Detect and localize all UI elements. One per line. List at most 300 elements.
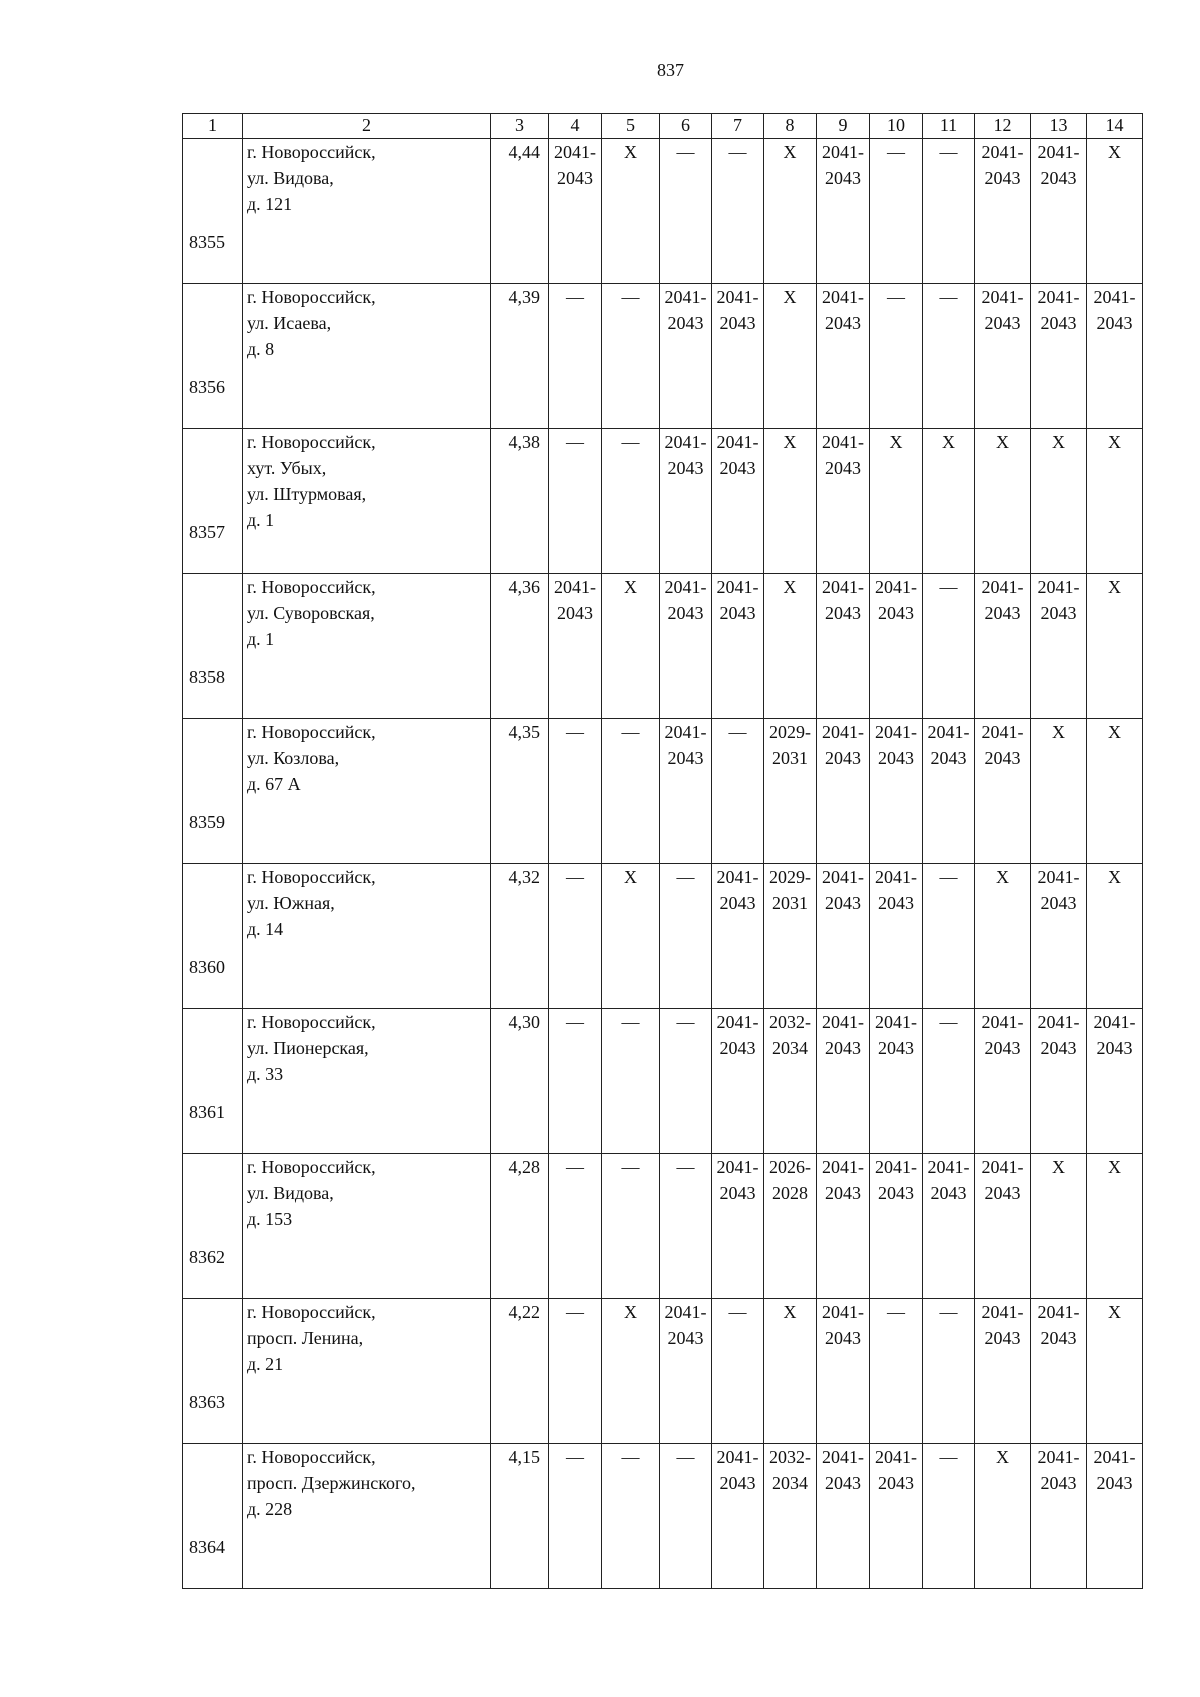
cell-text: — xyxy=(728,722,747,742)
cell-text: 2041- xyxy=(554,142,596,162)
period-cell-col-9 xyxy=(817,719,870,864)
address-cell xyxy=(243,719,491,864)
cell-text: 2043 xyxy=(825,893,861,913)
period-cell-col-14 xyxy=(1087,1154,1143,1299)
cell-text: X xyxy=(1108,1157,1121,1177)
period-cell-col-7 xyxy=(712,719,764,864)
address-line: г. Новороссийск, xyxy=(247,722,376,742)
table-row xyxy=(183,574,1143,719)
period-cell-col-14 xyxy=(1087,719,1143,864)
period-cell-col-10 xyxy=(870,864,923,1009)
period-cell-col-11 xyxy=(923,1299,975,1444)
address-line: г. Новороссийск, xyxy=(247,577,376,597)
period-cell-col-12 xyxy=(975,1299,1031,1444)
value-cell: 4,30 xyxy=(491,1009,549,1154)
column-header-4: 4 xyxy=(549,114,602,139)
period-cell-col-9 xyxy=(817,1299,870,1444)
row-number: 8364 xyxy=(183,1444,243,1589)
cell-text: 2041- xyxy=(822,1012,864,1032)
cell-text: — xyxy=(676,142,695,162)
table-row xyxy=(183,284,1143,429)
cell-text: — xyxy=(939,1012,958,1032)
period-cell-col-10 xyxy=(870,1444,923,1589)
period-cell-col-10 xyxy=(870,284,923,429)
cell-text: 2041- xyxy=(1037,142,1080,162)
cell-text: 2041- xyxy=(664,577,707,597)
cell-text: — xyxy=(621,287,640,307)
period-cell-col-13 xyxy=(1031,1299,1087,1444)
table-row xyxy=(183,1444,1143,1589)
cell-text: X xyxy=(942,432,955,452)
address-line: г. Новороссийск, xyxy=(247,1302,376,1322)
cell-text: 2041- xyxy=(716,432,759,452)
cell-text: X xyxy=(996,1447,1009,1467)
address-line: д. 33 xyxy=(247,1064,284,1084)
address-cell xyxy=(243,1009,491,1154)
cell-text: 2041- xyxy=(716,287,759,307)
cell-text: 2041- xyxy=(875,722,917,742)
period-cell-col-6 xyxy=(660,574,712,719)
cell-text: X xyxy=(1108,577,1121,597)
cell-text: — xyxy=(939,867,958,887)
period-cell-col-12 xyxy=(975,1444,1031,1589)
cell-text: 2041- xyxy=(1093,287,1136,307)
address-line: ул. Исаева, xyxy=(247,313,332,333)
cell-text: 2029- xyxy=(769,722,811,742)
period-cell-col-4 xyxy=(549,719,602,864)
address-line: просп. Дзержинского, xyxy=(247,1473,416,1493)
cell-text: 2043 xyxy=(878,1183,914,1203)
cell-text: — xyxy=(887,287,905,307)
period-cell-col-13 xyxy=(1031,284,1087,429)
cell-text: — xyxy=(939,287,958,307)
cell-text: X xyxy=(624,142,637,162)
cell-text: 2041- xyxy=(1037,1012,1080,1032)
cell-text: 2031 xyxy=(772,748,808,768)
cell-text: — xyxy=(566,432,584,452)
value-cell: 4,22 xyxy=(491,1299,549,1444)
cell-text: — xyxy=(566,287,584,307)
cell-text: X xyxy=(783,432,797,452)
cell-text: 2041- xyxy=(664,287,707,307)
period-cell-col-4 xyxy=(549,1299,602,1444)
cell-text: — xyxy=(566,1157,584,1177)
value-cell: 4,44 xyxy=(491,139,549,284)
address-cell xyxy=(243,1299,491,1444)
cell-text: — xyxy=(566,1302,584,1322)
address-line: г. Новороссийск, xyxy=(247,142,376,162)
cell-text: 2041- xyxy=(822,1447,864,1467)
cell-text: 2041- xyxy=(822,1302,864,1322)
cell-text: — xyxy=(887,1302,905,1322)
period-cell-col-4 xyxy=(549,1444,602,1589)
cell-text: 2043 xyxy=(719,893,756,913)
period-cell-col-7 xyxy=(712,139,764,284)
value-cell: 4,35 xyxy=(491,719,549,864)
period-cell-col-6 xyxy=(660,1299,712,1444)
period-cell-col-12 xyxy=(975,1009,1031,1154)
cell-text: — xyxy=(621,1012,640,1032)
cell-text: 2041- xyxy=(1093,1447,1136,1467)
cell-text: 2041- xyxy=(822,1157,864,1177)
address-line: д. 14 xyxy=(247,919,284,939)
period-cell-col-8 xyxy=(764,284,817,429)
cell-text: 2041- xyxy=(1037,287,1080,307)
period-cell-col-7 xyxy=(712,574,764,719)
table-row xyxy=(183,1299,1143,1444)
cell-text: 2043 xyxy=(878,603,914,623)
period-cell-col-6 xyxy=(660,1154,712,1299)
cell-text: 2032- xyxy=(769,1012,811,1032)
row-number: 8361 xyxy=(183,1009,243,1154)
period-cell-col-5 xyxy=(602,429,660,574)
period-cell-col-9 xyxy=(817,574,870,719)
cell-text: 2041- xyxy=(875,867,917,887)
cell-text: 2043 xyxy=(878,748,914,768)
cell-text: — xyxy=(621,1157,640,1177)
period-cell-col-4 xyxy=(549,429,602,574)
cell-text: 2043 xyxy=(825,168,861,188)
address-line: г. Новороссийск, xyxy=(247,1157,376,1177)
cell-text: — xyxy=(728,142,747,162)
cell-text: 2043 xyxy=(719,313,756,333)
cell-text: X xyxy=(1052,722,1065,742)
cell-text: 2041- xyxy=(822,287,864,307)
cell-text: 2043 xyxy=(1040,603,1077,623)
period-cell-col-6 xyxy=(660,719,712,864)
cell-text: 2041- xyxy=(1037,867,1080,887)
cell-text: X xyxy=(1108,1302,1121,1322)
cell-text: X xyxy=(996,432,1009,452)
cell-text: 2043 xyxy=(1040,1328,1077,1348)
cell-text: 2043 xyxy=(984,603,1021,623)
cell-text: 2043 xyxy=(878,1473,914,1493)
period-cell-col-10 xyxy=(870,1009,923,1154)
cell-text: 2043 xyxy=(984,1038,1021,1058)
cell-text: 2041- xyxy=(716,1012,759,1032)
cell-text: X xyxy=(1108,432,1121,452)
cell-text: 2043 xyxy=(719,603,756,623)
cell-text: 2043 xyxy=(1096,313,1133,333)
value-cell: 4,39 xyxy=(491,284,549,429)
cell-text: X xyxy=(1052,1157,1065,1177)
cell-text: — xyxy=(939,1302,958,1322)
address-line: г. Новороссийск, xyxy=(247,432,376,452)
address-line: д. 8 xyxy=(247,339,275,359)
period-cell-col-14 xyxy=(1087,574,1143,719)
cell-text: 2043 xyxy=(1040,168,1077,188)
period-cell-col-13 xyxy=(1031,429,1087,574)
column-header-7: 7 xyxy=(712,114,764,139)
period-cell-col-10 xyxy=(870,574,923,719)
table-row xyxy=(183,719,1143,864)
cell-text: — xyxy=(939,1447,958,1467)
table-row xyxy=(183,1009,1143,1154)
cell-text: — xyxy=(566,722,584,742)
period-cell-col-12 xyxy=(975,719,1031,864)
cell-text: 2041- xyxy=(822,432,864,452)
column-header-5: 5 xyxy=(602,114,660,139)
period-cell-col-4 xyxy=(549,864,602,1009)
cell-text: 2041- xyxy=(981,1302,1024,1322)
address-line: г. Новороссийск, xyxy=(247,867,376,887)
column-header-9: 9 xyxy=(817,114,870,139)
cell-text: X xyxy=(624,867,637,887)
header-row xyxy=(183,114,1143,139)
period-cell-col-14 xyxy=(1087,429,1143,574)
period-cell-col-10 xyxy=(870,719,923,864)
address-line: д. 121 xyxy=(247,194,293,214)
period-cell-col-11 xyxy=(923,139,975,284)
period-cell-col-13 xyxy=(1031,139,1087,284)
period-cell-col-8 xyxy=(764,864,817,1009)
column-header-10: 10 xyxy=(870,114,923,139)
cell-text: — xyxy=(621,432,640,452)
period-cell-col-6 xyxy=(660,429,712,574)
cell-text: 2041- xyxy=(716,577,759,597)
cell-text: 2041- xyxy=(981,142,1024,162)
cell-text: 2043 xyxy=(984,1328,1021,1348)
period-cell-col-8 xyxy=(764,1444,817,1589)
cell-text: 2043 xyxy=(719,1473,756,1493)
period-cell-col-5 xyxy=(602,574,660,719)
period-cell-col-14 xyxy=(1087,1299,1143,1444)
period-cell-col-13 xyxy=(1031,1154,1087,1299)
cell-text: — xyxy=(566,867,584,887)
cell-text: 2043 xyxy=(719,1038,756,1058)
cell-text: — xyxy=(621,722,640,742)
column-header-8: 8 xyxy=(764,114,817,139)
row-number: 8363 xyxy=(183,1299,243,1444)
period-cell-col-5 xyxy=(602,139,660,284)
cell-text: 2041- xyxy=(927,1157,970,1177)
address-cell xyxy=(243,139,491,284)
period-cell-col-12 xyxy=(975,864,1031,1009)
cell-text: X xyxy=(1108,142,1121,162)
cell-text: 2043 xyxy=(825,1183,861,1203)
address-cell xyxy=(243,864,491,1009)
cell-text: 2032- xyxy=(769,1447,811,1467)
cell-text: 2041- xyxy=(554,577,596,597)
cell-text: 2041- xyxy=(875,1012,917,1032)
cell-text: 2043 xyxy=(984,313,1021,333)
period-cell-col-10 xyxy=(870,1154,923,1299)
period-cell-col-5 xyxy=(602,1299,660,1444)
cell-text: 2043 xyxy=(1040,313,1077,333)
cell-text: 2041- xyxy=(927,722,970,742)
address-line: ул. Штурмовая, xyxy=(247,484,367,504)
cell-text: 2041- xyxy=(1093,1012,1136,1032)
address-line: ул. Козлова, xyxy=(247,748,340,768)
period-cell-col-12 xyxy=(975,139,1031,284)
cell-text: 2041- xyxy=(875,577,917,597)
cell-text: 2043 xyxy=(667,603,704,623)
table-row xyxy=(183,429,1143,574)
cell-text: X xyxy=(996,867,1009,887)
period-cell-col-11 xyxy=(923,1444,975,1589)
cell-text: 2043 xyxy=(719,458,756,478)
row-number: 8357 xyxy=(183,429,243,574)
cell-text: 2043 xyxy=(719,1183,756,1203)
period-cell-col-14 xyxy=(1087,1444,1143,1589)
value-cell: 4,32 xyxy=(491,864,549,1009)
value-cell: 4,28 xyxy=(491,1154,549,1299)
cell-text: X xyxy=(783,1302,797,1322)
row-number: 8360 xyxy=(183,864,243,1009)
period-cell-col-11 xyxy=(923,1154,975,1299)
table-row xyxy=(183,139,1143,284)
cell-text: 2043 xyxy=(930,748,967,768)
period-cell-col-6 xyxy=(660,1009,712,1154)
column-header-2: 2 xyxy=(243,114,491,139)
address-cell xyxy=(243,574,491,719)
address-line: г. Новороссийск, xyxy=(247,1012,376,1032)
cell-text: 2043 xyxy=(825,458,861,478)
cell-text: X xyxy=(1108,722,1121,742)
address-line: д. 228 xyxy=(247,1499,293,1519)
period-cell-col-13 xyxy=(1031,1444,1087,1589)
cell-text: X xyxy=(889,432,903,452)
cell-text: X xyxy=(783,287,797,307)
table-row xyxy=(183,864,1143,1009)
cell-text: 2043 xyxy=(667,458,704,478)
period-cell-col-6 xyxy=(660,139,712,284)
period-cell-col-13 xyxy=(1031,574,1087,719)
period-cell-col-9 xyxy=(817,1154,870,1299)
cell-text: 2043 xyxy=(878,893,914,913)
cell-text: 2043 xyxy=(557,603,593,623)
period-cell-col-12 xyxy=(975,574,1031,719)
cell-text: X xyxy=(624,1302,637,1322)
period-cell-col-14 xyxy=(1087,139,1143,284)
cell-text: 2041- xyxy=(981,577,1024,597)
cell-text: 2043 xyxy=(878,1038,914,1058)
column-header-12: 12 xyxy=(975,114,1031,139)
address-line: ул. Видова, xyxy=(247,1183,334,1203)
period-cell-col-13 xyxy=(1031,864,1087,1009)
period-cell-col-11 xyxy=(923,1009,975,1154)
value-cell: 4,38 xyxy=(491,429,549,574)
address-line: ул. Видова, xyxy=(247,168,334,188)
cell-text: 2041- xyxy=(981,722,1024,742)
period-cell-col-8 xyxy=(764,719,817,864)
period-cell-col-4 xyxy=(549,1154,602,1299)
period-cell-col-5 xyxy=(602,1009,660,1154)
cell-text: 2041- xyxy=(822,867,864,887)
period-cell-col-7 xyxy=(712,1154,764,1299)
column-header-1: 1 xyxy=(183,114,243,139)
cell-text: — xyxy=(676,1447,695,1467)
address-line: ул. Пионерская, xyxy=(247,1038,369,1058)
cell-text: 2043 xyxy=(825,1473,861,1493)
cell-text: — xyxy=(939,577,958,597)
cell-text: 2034 xyxy=(772,1473,808,1493)
address-line: д. 21 xyxy=(247,1354,284,1374)
period-cell-col-4 xyxy=(549,574,602,719)
cell-text: 2043 xyxy=(984,748,1021,768)
row-number: 8362 xyxy=(183,1154,243,1299)
value-cell: 4,15 xyxy=(491,1444,549,1589)
period-cell-col-5 xyxy=(602,719,660,864)
address-line: д. 1 xyxy=(247,629,275,649)
period-cell-col-9 xyxy=(817,429,870,574)
period-cell-col-7 xyxy=(712,284,764,429)
period-cell-col-9 xyxy=(817,284,870,429)
period-cell-col-5 xyxy=(602,864,660,1009)
cell-text: 2043 xyxy=(825,1328,861,1348)
column-header-13: 13 xyxy=(1031,114,1087,139)
cell-text: 2043 xyxy=(825,313,861,333)
row-number: 8358 xyxy=(183,574,243,719)
row-number: 8359 xyxy=(183,719,243,864)
period-cell-col-7 xyxy=(712,1299,764,1444)
cell-text: 2041- xyxy=(716,1157,759,1177)
cell-text: 2043 xyxy=(1040,1473,1077,1493)
cell-text: — xyxy=(676,1157,695,1177)
period-cell-col-14 xyxy=(1087,284,1143,429)
cell-text: 2043 xyxy=(1040,1038,1077,1058)
table-header xyxy=(183,114,1143,139)
cell-text: 2041- xyxy=(1037,577,1080,597)
period-cell-col-12 xyxy=(975,284,1031,429)
period-cell-col-9 xyxy=(817,1444,870,1589)
cell-text: 2043 xyxy=(1096,1473,1133,1493)
cell-text: — xyxy=(676,867,695,887)
cell-text: 2043 xyxy=(557,168,593,188)
period-cell-col-6 xyxy=(660,284,712,429)
period-cell-col-14 xyxy=(1087,1009,1143,1154)
cell-text: X xyxy=(624,577,637,597)
cell-text: 2043 xyxy=(930,1183,967,1203)
cell-text: 2041- xyxy=(1037,1302,1080,1322)
period-cell-col-5 xyxy=(602,284,660,429)
cell-text: 2043 xyxy=(667,1328,704,1348)
cell-text: — xyxy=(621,1447,640,1467)
column-header-6: 6 xyxy=(660,114,712,139)
period-cell-col-14 xyxy=(1087,864,1143,1009)
address-line: ул. Южная, xyxy=(247,893,335,913)
period-cell-col-13 xyxy=(1031,1009,1087,1154)
period-cell-col-13 xyxy=(1031,719,1087,864)
period-cell-col-8 xyxy=(764,429,817,574)
period-cell-col-10 xyxy=(870,429,923,574)
cell-text: X xyxy=(1052,432,1065,452)
period-cell-col-11 xyxy=(923,284,975,429)
cell-text: 2041- xyxy=(664,432,707,452)
period-cell-col-9 xyxy=(817,1009,870,1154)
period-cell-col-8 xyxy=(764,574,817,719)
period-cell-col-4 xyxy=(549,284,602,429)
period-cell-col-12 xyxy=(975,1154,1031,1299)
period-cell-col-8 xyxy=(764,139,817,284)
cell-text: 2043 xyxy=(825,603,861,623)
address-line: хут. Убых, xyxy=(247,458,327,478)
cell-text: 2043 xyxy=(667,313,704,333)
period-cell-col-7 xyxy=(712,1444,764,1589)
period-cell-col-5 xyxy=(602,1444,660,1589)
column-header-3: 3 xyxy=(491,114,549,139)
cell-text: X xyxy=(1108,867,1121,887)
cell-text: 2028 xyxy=(772,1183,808,1203)
cell-text: 2043 xyxy=(984,1183,1021,1203)
cell-text: — xyxy=(887,142,905,162)
address-cell xyxy=(243,429,491,574)
cell-text: 2041- xyxy=(981,287,1024,307)
period-cell-col-4 xyxy=(549,139,602,284)
period-cell-col-11 xyxy=(923,574,975,719)
cell-text: 2041- xyxy=(716,1447,759,1467)
table-body xyxy=(183,139,1143,1589)
